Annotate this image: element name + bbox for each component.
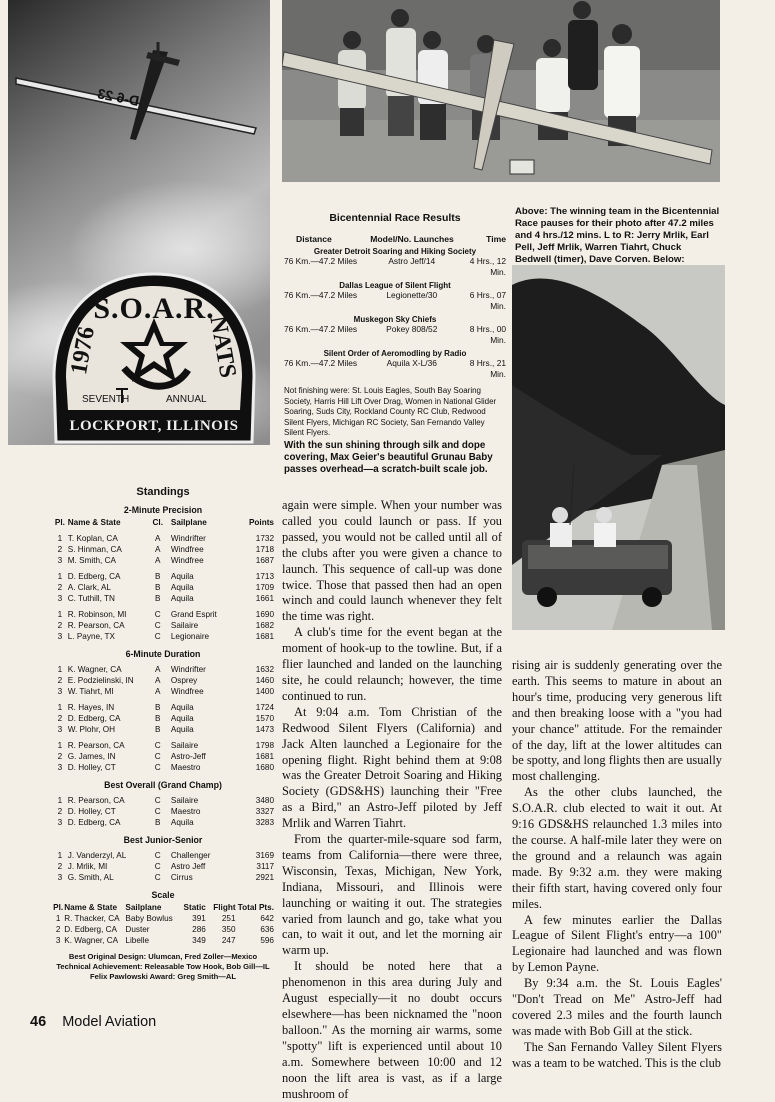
article-paragraph: At 9:04 a.m. Tom Christian of the Redwood Silent Flyers (California) and Jack Alten launched a Legionaire for the opening flight. Right behind them at 9:08 was the Greater Detroit Soaring and Hiking Society (GDS&HS) launching their "Free as a Bird," an Astro-Jeff piloted by Jeff Mrlik and Warren Tiahrt.: [282, 704, 502, 831]
standings-cell: B: [155, 714, 161, 723]
standings-cell: R. Robinson, MI: [67, 610, 127, 619]
standings-cell: D. Edberg, CA: [67, 714, 121, 723]
special-awards: [52, 952, 274, 982]
standings-header-row: [52, 517, 274, 528]
scale-cell: 1: [55, 914, 61, 923]
standings-cell: R. Pearson, CA: [67, 741, 125, 750]
race-row: [284, 256, 506, 278]
standings-cell: C: [154, 873, 161, 882]
standings-cell: Aquila: [170, 818, 194, 827]
standings-cell: Aquila: [170, 572, 194, 581]
standings-row: [52, 850, 274, 861]
standings-cell: Sailaire: [170, 796, 199, 805]
standings-cell: Challenger: [170, 851, 211, 860]
standings-cell: B: [155, 818, 161, 827]
award-line: Best Original Design: Ulumcan, Fred Zoller—Mexico: [68, 952, 258, 961]
scale-cell: 391: [192, 914, 206, 923]
standings-row: [52, 740, 274, 751]
standings-row: [52, 582, 274, 593]
race-row: [284, 324, 506, 346]
standings-cell: J. Mrlik, MI: [67, 862, 108, 871]
standings-cell: 3: [57, 687, 63, 696]
standings-header-cell: Pl.: [54, 518, 65, 527]
standings-cell: G. Smith, AL: [67, 873, 114, 882]
standings-cell: R. Hayes, IN: [67, 703, 115, 712]
patch-location: LOCKPORT, ILLINOIS: [69, 418, 239, 434]
standings-cell: 3: [57, 818, 63, 827]
scale-cell: 642: [260, 914, 274, 923]
standings-cell: B: [155, 703, 161, 712]
standings-cell: C: [154, 621, 161, 630]
standings-cell: Legionaire: [170, 632, 210, 641]
standings-class-group: [52, 533, 274, 566]
standings-cell: 3169: [255, 851, 274, 860]
scale-header-cell: Sailplane: [125, 903, 162, 912]
race-org: Silent Order of Aeromodling by Radio: [323, 349, 467, 358]
standings-cell: A: [155, 556, 161, 565]
patch-annual: ANNUAL: [166, 394, 207, 405]
race-org: Dallas League of Silent Flight: [339, 281, 451, 290]
standings-cell: J. Vanderzyl, AL: [67, 851, 127, 860]
standings-cell: C: [154, 851, 161, 860]
car-launch-photo-image: [512, 265, 725, 630]
standings-cell: Windrifter: [170, 534, 206, 543]
team-photo-caption: Above: The winning team in the Bicentennial Race pauses for their photo after 47.2 miles and 4 hrs./12 mins. L to R: Jerry Mrlik, Earl Pell, Jeff Mrlik, Warren Tiahrt, Chuck Bedwell (timer), Dave Corven. Below:: [515, 206, 720, 265]
standings-cell: 1: [57, 703, 63, 712]
standings-section-title: 2-Minute Precision: [123, 505, 203, 515]
standings-row: [52, 713, 274, 724]
scale-section-title: Scale: [151, 890, 175, 900]
standings-class-group: [52, 850, 274, 883]
standings-cell: 1570: [255, 714, 274, 723]
article-paragraph: The San Fernando Valley Silent Flyers was a team to be watched. This is the club: [512, 1039, 722, 1070]
standings-cell: 1: [57, 851, 63, 860]
standings-cell: Aquila: [170, 583, 194, 592]
standings-cell: 1690: [255, 610, 274, 619]
race-time: 8 Hrs., 00 Min.: [469, 324, 507, 345]
scale-cell: Duster: [125, 925, 150, 934]
scale-cell: 596: [260, 936, 274, 945]
standings-section-title: 6-Minute Duration: [125, 649, 201, 659]
race-distance: 76 Km.—47.2 Miles: [284, 256, 358, 266]
race-results-note: Not finishing were: St. Louis Eagles, South Bay Soaring Society, Harris Hill Lift Over Drag, Women in National Glider Soaring, Suds City, Rockland County RC Club, Redwood Silent Flyers, Michigan RC Society, San Fernando Valley Silent Flyers.: [284, 386, 497, 437]
standings-row: [52, 620, 274, 631]
standings-cell: 2: [57, 583, 63, 592]
standings-cell: E. Podzielinski, IN: [67, 676, 134, 685]
standings-cell: 3: [57, 594, 63, 603]
scale-cell: R. Thacker, CA: [64, 914, 120, 923]
car-launch-photo: [512, 265, 725, 630]
race-results-headers: [284, 234, 506, 244]
standings-cell: 2: [57, 752, 63, 761]
standings-cell: 1687: [255, 556, 274, 565]
standings-cell: Windfree: [170, 545, 204, 554]
standings-cell: 1681: [255, 632, 274, 641]
standings-cell: Cirrus: [170, 873, 193, 882]
standings-cell: W. Plohr, OH: [67, 725, 116, 734]
race-header-model: Model/No. Launches: [370, 234, 454, 244]
race-header-distance: Distance: [296, 234, 332, 244]
standings-cell: Sailaire: [170, 621, 199, 630]
standings-cell: 1680: [255, 763, 274, 772]
standings-row: [52, 533, 274, 544]
standings-row: [52, 555, 274, 566]
article-paragraph: It should be noted here that a phenomenon in this area during July and August especially—it no doubt occurs elsewhere—has been nicknamed the "noon balloon." As the morning air warms, some "spotty" lift is experienced until about 10 a.m. Somewhere between 10:00 and 12 noon the lift area is vast, as if a large mushroom of: [282, 959, 502, 1101]
standings-cell: 1: [57, 796, 63, 805]
standings-cell: 1661: [255, 594, 274, 603]
standings-cell: R. Pearson, CA: [67, 621, 125, 630]
award-line: Felix Pawlowski Award: Greg Smith—AL: [89, 972, 236, 981]
standings-cell: C: [154, 741, 161, 750]
standings-row: [52, 795, 274, 806]
race-header-time: Time: [486, 234, 506, 244]
race-time: 4 Hrs., 12 Min.: [469, 256, 507, 277]
standings-cell: C: [154, 862, 161, 871]
standings-cell: D. Edberg, CA: [67, 572, 121, 581]
standings-cell: Windfree: [170, 687, 204, 696]
standings-row: [52, 702, 274, 713]
standings-cell: C: [154, 796, 161, 805]
race-model: Pokey 808/52: [386, 324, 438, 334]
article-paragraph: A club's time for the event began at the moment of hook-up to the towline. But, if a flier launched and landed on the launching site, he could relaunch; however, the time continued to run.: [282, 625, 502, 703]
scale-cell: K. Wagner, CA: [64, 936, 119, 945]
standings-row: [52, 872, 274, 883]
award-line: Technical Achievement: Releasable Tow Hook, Bob Gill—IL: [56, 962, 270, 971]
standings-row: [52, 593, 274, 604]
race-row: [284, 358, 506, 380]
standings-cell: B: [155, 572, 161, 581]
standings-section-title: Best Overall (Grand Champ): [104, 780, 222, 790]
standings-class-group: [52, 609, 274, 642]
standings-cell: Windrifter: [170, 665, 206, 674]
standings-cell: Astro-Jeff: [170, 752, 206, 761]
standings-cell: A: [155, 676, 161, 685]
scale-cell: 2: [55, 925, 61, 934]
race-time: 6 Hrs., 07 Min.: [469, 290, 507, 311]
standings-cell: Maestro: [170, 807, 201, 816]
scale-header-row: [52, 902, 274, 913]
scale-row: [52, 924, 274, 935]
glider-photo: [8, 0, 270, 445]
standings-cell: A. Clark, AL: [67, 583, 111, 592]
scale-header-cell: Static: [183, 903, 206, 912]
standings-cell: S. Hinman, CA: [67, 545, 122, 554]
race-results-title: Bicentennial Race Results: [329, 212, 461, 224]
standings-cell: 1: [57, 741, 63, 750]
article-paragraph: rising air is suddenly generating over the earth. This seems to mature in about an hour's time, producing very generous lift and then breaking loose with a "you had your chance" attitude. For the remainder of the day, lift at the lower altitudes can be spotty, and long flights then are usually most challenging.: [512, 658, 722, 784]
standings-cell: 3: [57, 632, 63, 641]
standings-cell: 3283: [255, 818, 274, 827]
standings-class-group: [52, 664, 274, 697]
standings-cell: D. Edberg, CA: [67, 818, 121, 827]
standings: [52, 486, 274, 982]
standings-cell: K. Wagner, CA: [67, 665, 122, 674]
scale-row: [52, 935, 274, 946]
standings-cell: C: [154, 763, 161, 772]
standings-cell: 2: [57, 545, 63, 554]
standings-cell: G. James, IN: [67, 752, 116, 761]
standings-cell: B: [155, 725, 161, 734]
standings-cell: 3480: [255, 796, 274, 805]
standings-cell: L. Payne, TX: [67, 632, 115, 641]
article-column-2: [512, 658, 722, 1072]
standings-cell: 1: [57, 665, 63, 674]
standings-cell: Sailaire: [170, 741, 199, 750]
race-group-3: [284, 349, 506, 380]
scale-cell: 247: [221, 936, 236, 945]
magazine-name: Model Aviation: [62, 1014, 157, 1030]
race-group-0: [284, 247, 506, 278]
standings-cell: 1: [57, 534, 63, 543]
page-number: 46: [30, 1014, 47, 1030]
race-org: Greater Detroit Soaring and Hiking Society: [313, 247, 477, 256]
page-footer: [30, 1014, 156, 1030]
standings-cell: T. Koplan, CA: [67, 534, 118, 543]
article-paragraph: A few minutes earlier the Dallas League of Silent Flight's entry—a 100" Legionaire had launched and was flown by Lemon Payne.: [512, 912, 722, 975]
article-paragraph: As the other clubs launched, the S.O.A.R. club elected to wait it out. At 9:16 GDS&HS relaunched 1.3 miles into the course. A half-mile later they were on the ground and a relaunch was again made. By 9:32 a.m. they were making their fifth start, having covered only four miles.: [512, 785, 722, 911]
standings-cell: M. Smith, CA: [67, 556, 116, 565]
team-photo-image: [282, 0, 720, 182]
glider-registration: D-6 23: [96, 85, 141, 109]
scale-cell: Baby Bowlus: [125, 914, 173, 923]
standings-cell: 3117: [256, 862, 274, 871]
standings-cell: 2: [57, 676, 63, 685]
standings-cell: 1724: [255, 703, 274, 712]
standings-cell: B: [155, 583, 161, 592]
article-column-1: [282, 498, 502, 1102]
article-paragraph: From the quarter-mile-square sod farm, teams from California—there were three, Wisconsin, Texas, Michigan, New York, Indiana, Missouri, and Illinois were launching or waiting it out. The strategies varied from launch and go, take what you can, to wait it out, and let the morning air warm up.: [282, 832, 502, 958]
race-group-2: [284, 315, 506, 346]
standings-row: [52, 817, 274, 828]
standings-body: [52, 505, 274, 982]
standings-cell: 1473: [255, 725, 274, 734]
scale-header-cell: Name & State: [64, 903, 118, 912]
standings-cell: W. Tiahrt, MI: [67, 687, 114, 696]
patch-seventh: SEVENTH: [82, 394, 130, 405]
standings-cell: Grand Esprit: [170, 610, 217, 619]
standings-row: [52, 762, 274, 773]
scale-cell: 3: [55, 936, 61, 945]
standings-cell: 3: [57, 725, 63, 734]
standings-cell: A: [155, 545, 161, 554]
standings-cell: C: [154, 807, 161, 816]
standings-cell: 1718: [255, 545, 274, 554]
standings-cell: A: [155, 665, 161, 674]
standings-cell: 3: [57, 556, 63, 565]
standings-title: Standings: [136, 486, 190, 498]
standings-section-title: Best Junior-Senior: [123, 835, 203, 845]
standings-row: [52, 861, 274, 872]
patch-year: 1976: [66, 324, 100, 377]
race-distance: 76 Km.—47.2 Miles: [284, 290, 358, 300]
scale-cell: 636: [260, 925, 274, 934]
scale-header-cell: Total Pts.: [237, 903, 274, 912]
standings-cell: 2: [57, 714, 63, 723]
standings-cell: Windfree: [170, 556, 204, 565]
standings-cell: 1460: [255, 676, 274, 685]
scale-cell: 251: [221, 914, 236, 923]
race-results: [284, 212, 506, 439]
standings-cell: 3: [57, 873, 63, 882]
article-paragraph: again were simple. When your number was called you could launch or pass. If you passed, you would not be called until all of the clubs after you were given a chance to launch. This sequence of call-up was done twice. Those that passed then had an open winch and could launch whenever they felt the time was right.: [282, 498, 502, 624]
standings-row: [52, 724, 274, 735]
standings-cell: 3: [57, 763, 63, 772]
standings-class-group: [52, 740, 274, 773]
standings-header-cell: Sailplane: [170, 518, 207, 527]
standings-row: [52, 544, 274, 555]
standings-class-group: [52, 795, 274, 828]
standings-cell: 1400: [255, 687, 274, 696]
standings-cell: 2: [57, 862, 63, 871]
scale-cell: 350: [221, 925, 236, 934]
article-paragraph: By 9:34 a.m. the St. Louis Eagles' "Don't Tread on Me" Astro-Jeff had covered 2.3 miles and the fourth launch was made with Bob Gill at the stick.: [512, 976, 722, 1038]
glider-caption: With the sun shining through silk and dope covering, Max Geier's beautiful Grunau Baby passes overhead—a scratch-built scale job.: [284, 440, 493, 475]
race-model: Astro Jeff/14: [388, 256, 436, 266]
standings-cell: C: [154, 610, 161, 619]
scale-cell: 349: [192, 936, 206, 945]
standings-cell: A: [155, 534, 161, 543]
standings-cell: 3327: [255, 807, 274, 816]
standings-row: [52, 631, 274, 642]
standings-cell: 2: [57, 621, 63, 630]
standings-cell: B: [155, 594, 161, 603]
race-distance: 76 Km.—47.2 Miles: [284, 358, 358, 368]
scale-header-cell: Pl.: [53, 903, 64, 912]
standings-cell: 2: [57, 807, 63, 816]
standings-cell: Aquila: [170, 594, 194, 603]
standings-cell: R. Pearson, CA: [67, 796, 125, 805]
standings-row: [52, 664, 274, 675]
standings-cell: Aquila: [170, 725, 194, 734]
race-model: Legionette/30: [386, 290, 438, 300]
standings-cell: 1632: [255, 665, 274, 674]
soar-nats-patch: [52, 272, 256, 445]
standings-cell: C: [154, 632, 161, 641]
standings-cell: 1709: [255, 583, 274, 592]
patch-top-text: S.O.A.R.: [93, 292, 215, 325]
scale-cell: Libelle: [125, 936, 150, 945]
standings-cell: C: [154, 752, 161, 761]
standings-cell: 1798: [255, 741, 274, 750]
standings-cell: D. Holley, CT: [67, 807, 116, 816]
standings-cell: 1681: [255, 752, 274, 761]
race-time: 8 Hrs., 21 Min.: [469, 358, 507, 379]
race-group-1: [284, 281, 506, 312]
standings-cell: Maestro: [170, 763, 201, 772]
standings-cell: Aquila: [170, 703, 194, 712]
standings-cell: 1: [57, 572, 63, 581]
standings-cell: 1732: [255, 534, 274, 543]
standings-row: [52, 751, 274, 762]
standings-row: [52, 571, 274, 582]
race-distance: 76 Km.—47.2 Miles: [284, 324, 358, 334]
standings-row: [52, 686, 274, 697]
standings-row: [52, 609, 274, 620]
standings-cell: A: [155, 687, 161, 696]
standings-header-cell: Points: [248, 518, 274, 527]
standings-cell: 1682: [255, 621, 274, 630]
race-org: Muskegon Sky Chiefs: [353, 315, 437, 324]
standings-row: [52, 675, 274, 686]
standings-cell: 1713: [255, 572, 274, 581]
standings-class-group: [52, 702, 274, 735]
race-model: Aquila X-L/36: [386, 358, 437, 368]
standings-cell: Astro Jeff: [170, 862, 206, 871]
standings-cell: Osprey: [170, 676, 198, 685]
race-row: [284, 290, 506, 312]
standings-class-group: [52, 571, 274, 604]
scale-header-cell: Flight: [213, 903, 236, 912]
scale-row: [52, 913, 274, 924]
scale-cell: D. Edberg, CA: [64, 925, 118, 934]
team-photo: [282, 0, 720, 182]
standings-cell: C. Tuthill, TN: [67, 594, 115, 603]
standings-cell: Aquila: [170, 714, 194, 723]
patch-nats: NATS: [204, 314, 241, 380]
standings-header-cell: Cl.: [152, 518, 163, 527]
scale-cell: 286: [192, 925, 206, 934]
standings-cell: 1: [57, 610, 63, 619]
standings-cell: 2921: [255, 873, 274, 882]
standings-header-cell: Name & State: [67, 518, 121, 527]
standings-cell: D. Holley, CT: [67, 763, 116, 772]
standings-row: [52, 806, 274, 817]
